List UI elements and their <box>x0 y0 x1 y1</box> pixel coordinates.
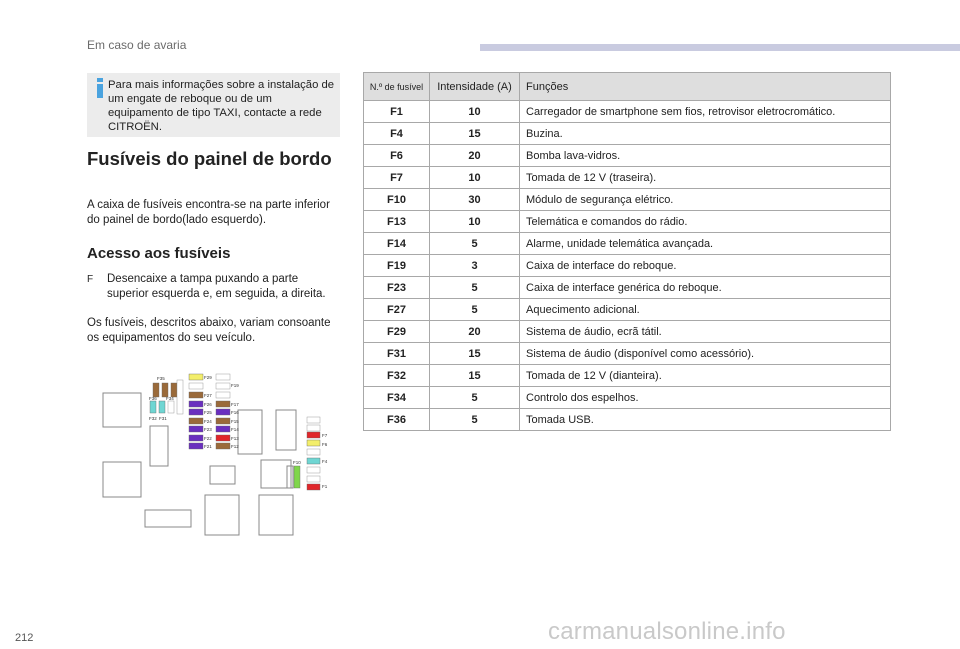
page-header-title: Em caso de avaria <box>87 38 187 52</box>
table-row <box>364 299 891 321</box>
fuse-function: Tomada de 12 V (dianteira). <box>520 365 891 387</box>
fuse-amperage: 20 <box>430 321 520 343</box>
fuse-function: Carregador de smartphone sem fios, retrovisor eletrocromático. <box>520 101 891 123</box>
fuse-label: F17 <box>231 402 239 407</box>
fuse-label: F26 <box>204 402 212 407</box>
fuse-amperage: 3 <box>430 255 520 277</box>
fuse-number: F13 <box>364 211 430 233</box>
table-row <box>364 167 891 189</box>
fuse-amperage: 15 <box>430 365 520 387</box>
fuse-amperage: 10 <box>430 101 520 123</box>
fuse-amperage: 5 <box>430 409 520 431</box>
fuse-amperage: 15 <box>430 343 520 365</box>
table-row <box>364 343 891 365</box>
fuse-function: Alarme, unidade telemática avançada. <box>520 233 891 255</box>
fuse-number: F6 <box>364 145 430 167</box>
info-box <box>87 73 340 137</box>
fuse-function: Bomba lava-vidros. <box>520 145 891 167</box>
fuse-column-right <box>294 417 320 490</box>
fuse-variation-note: Os fusíveis, descritos abaixo, variam consoante os equipamentos do seu veículo. <box>87 317 331 344</box>
fuse-amperage: 20 <box>430 145 520 167</box>
section-title: Fusíveis do painel de bordo <box>87 148 332 169</box>
fuse-label: F1 <box>322 484 328 489</box>
fuse-amperage: 30 <box>430 189 520 211</box>
table-header-row <box>364 73 891 101</box>
fuse-label: F23 <box>204 427 212 432</box>
fuse-function: Controlo dos espelhos. <box>520 387 891 409</box>
subsection-title: Acesso aos fusíveis <box>87 245 231 262</box>
fuse-label: F12 <box>231 444 239 449</box>
fuse-number: F7 <box>364 167 430 189</box>
fuse-label: F16 <box>231 410 239 415</box>
fuse-number: F1 <box>364 101 430 123</box>
fuse-label: F27 <box>204 393 212 398</box>
fuse-number: F34 <box>364 387 430 409</box>
fuse-function: Sistema de áudio, ecrã tátil. <box>520 321 891 343</box>
fuse-number: F10 <box>364 189 430 211</box>
table-row <box>364 277 891 299</box>
fuse-label: F22 <box>204 436 212 441</box>
column-header-amperage: Intensidade (A) <box>430 73 520 101</box>
fuse-number: F31 <box>364 343 430 365</box>
fuse-number: F36 <box>364 409 430 431</box>
table-row <box>364 145 891 167</box>
fuse-label: F6 <box>322 442 328 447</box>
fuse-label: F32 <box>149 416 157 421</box>
info-text: Para mais informações sobre a instalação de um engate de reboque ou de um equipamento de tipo TAXI, contacte a rede CITROËN. <box>108 79 335 133</box>
fuse-amperage: 5 <box>430 387 520 409</box>
fuse-amperage: 10 <box>430 167 520 189</box>
fuse-table <box>363 72 891 431</box>
fuse-label: F29 <box>204 375 212 380</box>
fuse-function: Buzina. <box>520 123 891 145</box>
fuse-label: F24 <box>204 419 212 424</box>
fuse-label: F21 <box>204 444 212 449</box>
fuse-label: F36 <box>149 396 157 401</box>
fuse-label: F14 <box>231 427 239 432</box>
fuse-number: F23 <box>364 277 430 299</box>
column-header-number: N.º de fusível <box>364 73 430 101</box>
header-bar <box>480 44 960 51</box>
fuse-label: F35 <box>157 376 165 381</box>
fuse-label: F15 <box>231 419 239 424</box>
table-row <box>364 189 891 211</box>
fuse-amperage: 10 <box>430 211 520 233</box>
fuse-amperage: 5 <box>430 233 520 255</box>
fuse-function: Sistema de áudio (disponível como acessório). <box>520 343 891 365</box>
fuse-label: F25 <box>204 410 212 415</box>
fuse-number: F14 <box>364 233 430 255</box>
fuse-label: F4 <box>322 459 328 464</box>
fuse-function: Telemática e comandos do rádio. <box>520 211 891 233</box>
step-text: Desencaixe a tampa puxando a parte superior esquerda e, em seguida, a direita. <box>107 273 326 300</box>
table-row <box>364 409 891 431</box>
fuse-function: Tomada USB. <box>520 409 891 431</box>
fuse-label: F34 <box>166 396 174 401</box>
table-row <box>364 255 891 277</box>
fuse-number: F27 <box>364 299 430 321</box>
fuse-function: Aquecimento adicional. <box>520 299 891 321</box>
fuse-amperage: 5 <box>430 299 520 321</box>
table-row <box>364 321 891 343</box>
table-row <box>364 123 891 145</box>
fuse-amperage: 5 <box>430 277 520 299</box>
fuse-function: Caixa de interface genérica do reboque. <box>520 277 891 299</box>
fuse-label: F7 <box>322 433 328 438</box>
fuse-number: F19 <box>364 255 430 277</box>
page-number: 212 <box>15 632 34 644</box>
fuse-function: Módulo de segurança elétrico. <box>520 189 891 211</box>
table-row <box>364 365 891 387</box>
table-row <box>364 233 891 255</box>
fuse-box-diagram <box>95 370 340 540</box>
info-icon <box>94 78 106 98</box>
column-header-function: Funções <box>520 73 891 101</box>
fuse-amperage: 15 <box>430 123 520 145</box>
table-row <box>364 387 891 409</box>
step-marker: F <box>87 274 94 285</box>
fuse-number: F29 <box>364 321 430 343</box>
fuse-number: F4 <box>364 123 430 145</box>
fuse-number: F32 <box>364 365 430 387</box>
fuse-label: F31 <box>159 416 167 421</box>
fuse-function: Tomada de 12 V (traseira). <box>520 167 891 189</box>
table-row <box>364 101 891 123</box>
fuse-label: F10 <box>293 460 301 465</box>
section-intro: A caixa de fusíveis encontra-se na parte inferior do painel de bordo(lado esquerdo). <box>87 199 330 226</box>
fuse-label: F19 <box>231 383 239 388</box>
fuse-label: F13 <box>231 436 239 441</box>
table-row <box>364 211 891 233</box>
watermark: carmanualsonline.info <box>548 618 786 645</box>
fuse-function: Caixa de interface do reboque. <box>520 255 891 277</box>
